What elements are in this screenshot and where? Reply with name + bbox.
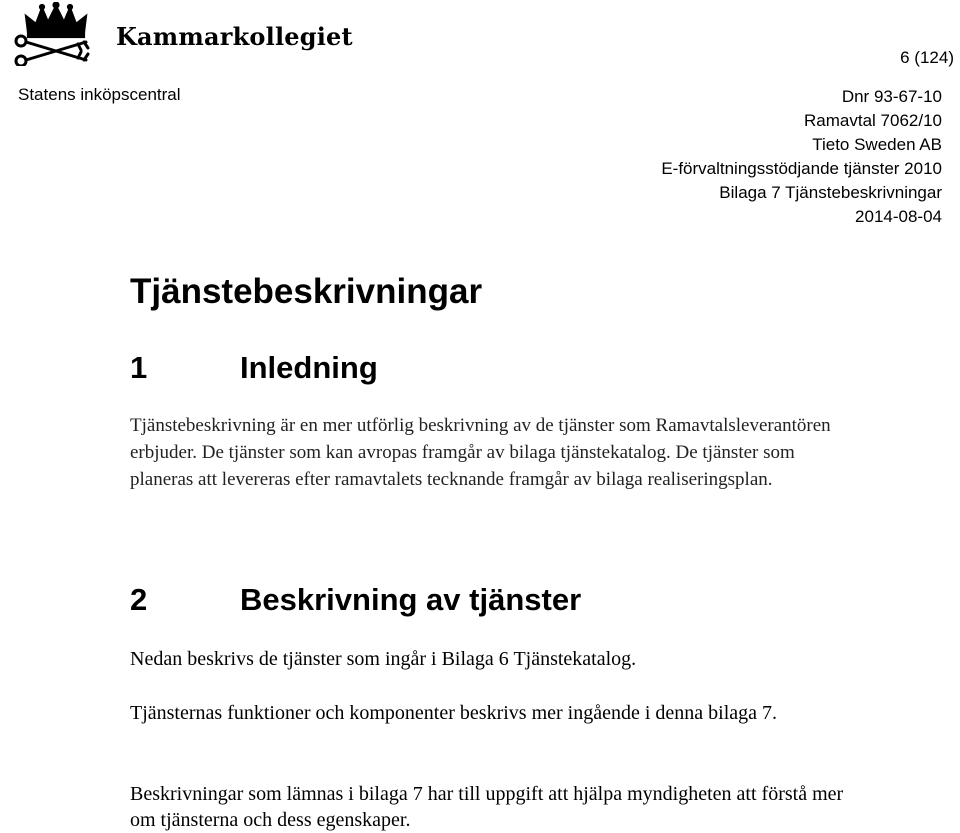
kammarkollegiet-logo	[6, 2, 353, 66]
section-heading-2	[130, 582, 581, 618]
section-number: 1	[130, 350, 148, 385]
header-framework-agreement: Ramavtal 7062/10	[804, 111, 942, 130]
header-diary-number: Dnr 93-67-10	[841, 87, 942, 106]
header-reference-block	[661, 85, 942, 229]
section-title: Beskrivning av tjänster	[240, 582, 582, 617]
logo-wordmark: Kammarkollegiet	[116, 22, 353, 51]
document-title: Tjänstebeskrivningar	[130, 272, 483, 311]
crown-and-keys-icon	[6, 2, 106, 66]
body-paragraph: Tjänsternas funktioner och komponenter beskrivs mer ingående i denna bilaga 7.	[130, 702, 778, 724]
header-date: 2014-08-04	[855, 207, 942, 226]
header-organization: Statens inköpscentral	[18, 85, 181, 104]
header-supplier: Tieto Sweden AB	[812, 135, 942, 154]
body-paragraph: Nedan beskrivs de tjänster som ingår i Bilaga 6 Tjänstekatalog.	[130, 648, 637, 670]
header-agreement-area: E-förvaltningsstödjande tjänster 2010	[661, 159, 942, 178]
section-title: Inledning	[240, 350, 378, 385]
introduction-paragraph: Tjänstebeskrivning är en mer utförlig beskrivning av de tjänster som Ramavtalsleverantören erbjuder. De tjänster som kan avropas framgår av bilaga tjänstekatalog. De tjänster som planeras att levereras efter ramavtalets tecknande framgår av bilaga realiseringsplan.	[130, 415, 831, 490]
body-paragraph: Beskrivningar som lämnas i bilaga 7 har till uppgift att hjälpa myndigheten att förstå mer om tjänsterna och dess egenskaper.	[130, 783, 844, 831]
header-attachment: Bilaga 7 Tjänstebeskrivningar	[719, 183, 942, 202]
section-number: 2	[130, 582, 148, 617]
section-heading-1	[130, 350, 378, 386]
page-number: 6 (124)	[900, 48, 954, 67]
